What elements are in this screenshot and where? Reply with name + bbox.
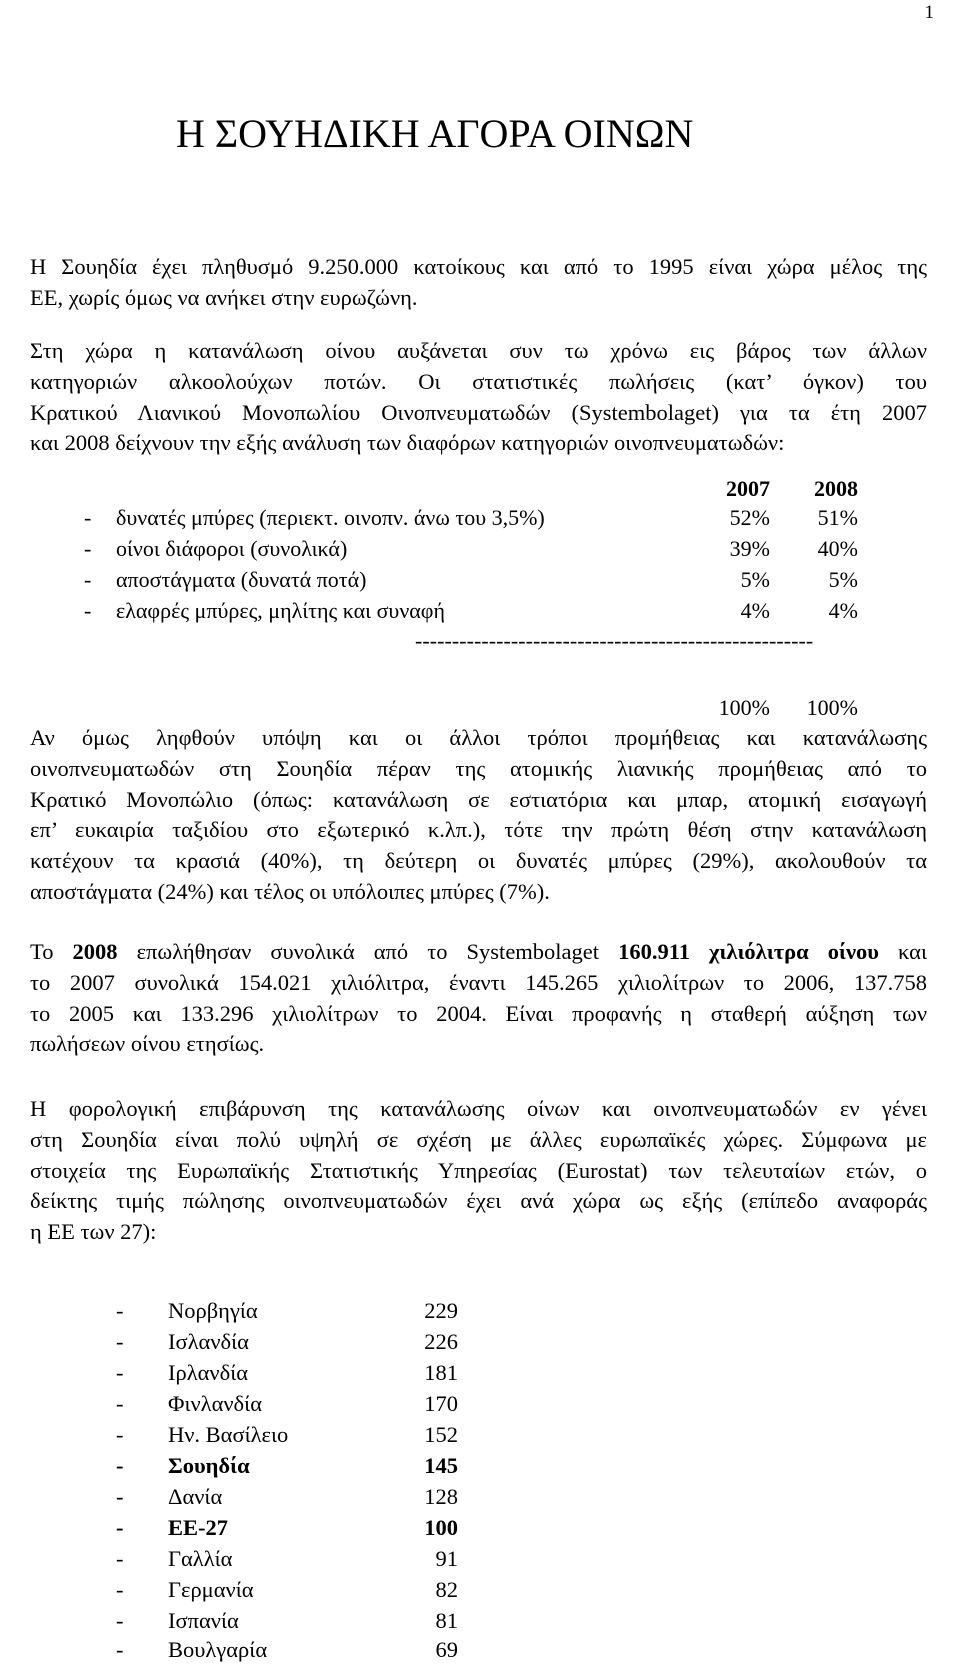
paragraph-line: η ΕΕ των 27): [30, 1219, 157, 1245]
list-item [0, 1543, 960, 1574]
country-name: Ισλανδία [168, 1329, 249, 1354]
list-item [0, 1574, 960, 1605]
bold-year: 2008 [72, 939, 118, 964]
total-2007: 100% [718, 695, 770, 720]
index-value: 91 [435, 1546, 458, 1571]
category-label: αποστάγματα (δυνατά ποτά) [116, 567, 367, 592]
list-dash: - [84, 505, 92, 530]
value-2008: 4% [828, 598, 858, 623]
country-name: Σουηδία [168, 1453, 250, 1478]
page-number: 1 [924, 2, 934, 23]
paragraph-line: αποστάγματα (24%) και τέλος οι υπόλοιπες μπύρες (7%). [30, 878, 550, 904]
list-dash: - [84, 536, 92, 561]
list-item-highlight [0, 1450, 960, 1481]
paragraph-line: ΕΕ, χωρίς όμως να ανήκει στην ευρωζώνη. [30, 284, 418, 310]
list-dash: - [116, 1608, 124, 1633]
list-dash: - [116, 1422, 124, 1447]
list-item [0, 1419, 960, 1450]
list-dash: - [116, 1329, 124, 1354]
list-item [0, 1481, 960, 1512]
paragraph-line: το 2005 και 133.296 χιλιολίτρων το 2004. Είναι προφανής η σταθερή αύξηση των [30, 1000, 927, 1026]
country-name: Ην. Βασίλειο [168, 1422, 289, 1447]
text-run: και [878, 939, 927, 964]
paragraph-line: οινοπνευματωδών στη Σουηδία πέραν της ατομικής λιανικής προμήθειας από το [30, 755, 927, 781]
paragraph-line: Η φορολογική επιβάρυνση της κατανάλωσης οίνων και οινοπνευματωδών εν γένει [30, 1096, 927, 1121]
list-item [0, 1388, 960, 1419]
list-dash: - [116, 1515, 124, 1540]
paragraph-line: πωλήσεων οίνου ετησίως. [30, 1031, 265, 1057]
index-value: 181 [424, 1360, 458, 1385]
index-value: 128 [424, 1484, 458, 1509]
document-title: Η ΣΟΥΗΔΙΚΗ ΑΓΟΡΑ ΟΙΝΩΝ [176, 111, 694, 156]
table-row [0, 565, 960, 595]
total-2008: 100% [806, 695, 858, 720]
table-row [0, 596, 960, 626]
country-name: Βουλγαρία [168, 1637, 268, 1662]
text-run: επωλήθησαν συνολικά από το Systembolaget [117, 939, 619, 964]
year-2007-header: 2007 [726, 476, 770, 501]
country-name: Ιρλανδία [168, 1360, 249, 1385]
list-dash: - [116, 1546, 124, 1571]
index-value: 100 [424, 1515, 458, 1540]
value-2007: 5% [740, 567, 770, 592]
paragraph-line: Κρατικό Μονοπώλιο (όπως: κατανάλωση σε εστιατόρια και μπαρ, ατομική εισαγωγή [30, 786, 927, 812]
country-name: Γαλλία [168, 1546, 233, 1571]
index-value: 170 [424, 1391, 458, 1416]
list-item-highlight [0, 1512, 960, 1543]
paragraph-wine-volumes [30, 937, 927, 1060]
paragraph-other-channels [30, 723, 927, 908]
country-name: Νορβηγία [168, 1298, 258, 1323]
list-dash: - [116, 1360, 124, 1385]
category-label: ελαφρές μπύρες, μηλίτης και συναφή [116, 598, 445, 623]
list-dash: - [84, 598, 92, 623]
index-value: 152 [424, 1422, 458, 1447]
paragraph-line: και 2008 δείχνουν την εξής ανάλυση των διαφόρων κατηγοριών οινοπνευματωδών: [30, 430, 785, 456]
value-2007: 4% [740, 598, 770, 623]
paragraph-line: Η Σουηδία έχει πληθυσμό 9.250.000 κατοίκους και από το 1995 είναι χώρα μέλος της [30, 254, 927, 279]
list-dash: - [116, 1484, 124, 1509]
value-2007: 52% [729, 505, 770, 530]
paragraph-line: στοιχεία της Ευρωπαϊκής Στατιστικής Υπηρεσίας (Eurostat) των τελευταίων ετών, ο [30, 1157, 927, 1183]
paragraph-line: Κρατικού Λιανικού Μονοπωλίου Οινοπνευματωδών (Systembolaget) για τα έτη 2007 [30, 399, 927, 425]
list-item [0, 1357, 960, 1388]
paragraph-taxation [30, 1094, 927, 1248]
table-header-row [0, 474, 960, 504]
index-value: 229 [424, 1298, 458, 1323]
paragraph-line: κατέχουν τα κρασιά (40%), τη δεύτερη οι δυνατές μπύρες (29%), ακολουθούν τα [30, 848, 927, 874]
paragraph-line: επ’ ευκαιρία ταξιδίου στο εξωτερικό κ.λπ.), τότε την πρώτη θέση στην κατανάλωση [30, 817, 927, 843]
paragraph-line [30, 937, 927, 968]
table-row [0, 534, 960, 564]
paragraph-line: το 2007 συνολικά 154.021 χιλιόλιτρα, έναντι 145.265 χιλιολίτρων το 2006, 137.758 [30, 969, 927, 995]
list-dash: - [116, 1453, 124, 1478]
country-name: Δανία [168, 1484, 223, 1509]
category-label: δυνατές μπύρες (περιεκτ. οινοπν. άνω του 3,5%) [116, 505, 545, 530]
list-dash: - [84, 567, 92, 592]
paragraph-line: κατηγοριών αλκοολούχων ποτών. Οι στατιστικές πωλήσεις (κατ’ όγκον) του [30, 368, 927, 394]
year-2008-header: 2008 [814, 476, 858, 501]
value-2008: 51% [817, 505, 858, 530]
list-dash: - [116, 1391, 124, 1416]
paragraph-line: στη Σουηδία είναι πολύ υψηλή σε σχέση με άλλες ευρωπαϊκές χώρες. Σύμφωνα με [30, 1126, 927, 1152]
table-total-row [0, 693, 960, 723]
category-label: οίνοι διάφοροι (συνολικά) [116, 536, 348, 561]
list-dash: - [116, 1298, 124, 1323]
index-value: 69 [435, 1637, 458, 1662]
list-item [0, 1634, 960, 1665]
list-item [0, 1605, 960, 1636]
paragraph-line: Στη χώρα η κατανάλωση οίνου αυξάνεται συν τω χρόνω εις βάρος των άλλων [30, 338, 927, 363]
list-item [0, 1326, 960, 1357]
bold-volume: 160.911 χιλιόλιτρα οίνου [618, 939, 879, 964]
paragraph-line: δείκτης τιμής πώλησης οινοπνευματωδών έχει ανά χώρα ως εξής (επίπεδο αναφοράς [30, 1188, 927, 1214]
country-name: ΕΕ-27 [168, 1515, 229, 1540]
value-2008: 5% [828, 567, 858, 592]
table-separator: ------------------------------------------------------ [415, 628, 814, 653]
country-name: Γερμανία [168, 1577, 254, 1602]
value-2007: 39% [729, 536, 770, 561]
index-value: 82 [435, 1577, 458, 1602]
country-name: Ισπανία [168, 1608, 239, 1633]
text-run: Το [30, 939, 73, 964]
paragraph-line: Αν όμως ληφθούν υπόψη και οι άλλοι τρόποι προμήθειας και κατανάλωσης [30, 725, 927, 750]
paragraph-population [30, 252, 927, 314]
value-2008: 40% [817, 536, 858, 561]
list-dash: - [116, 1637, 124, 1662]
paragraph-consumption [30, 336, 927, 459]
country-name: Φινλανδία [168, 1391, 262, 1416]
index-value: 145 [424, 1453, 458, 1478]
table-row [0, 503, 960, 533]
index-value: 226 [424, 1329, 458, 1354]
index-value: 81 [435, 1608, 458, 1633]
list-dash: - [116, 1577, 124, 1602]
list-item [0, 1295, 960, 1326]
